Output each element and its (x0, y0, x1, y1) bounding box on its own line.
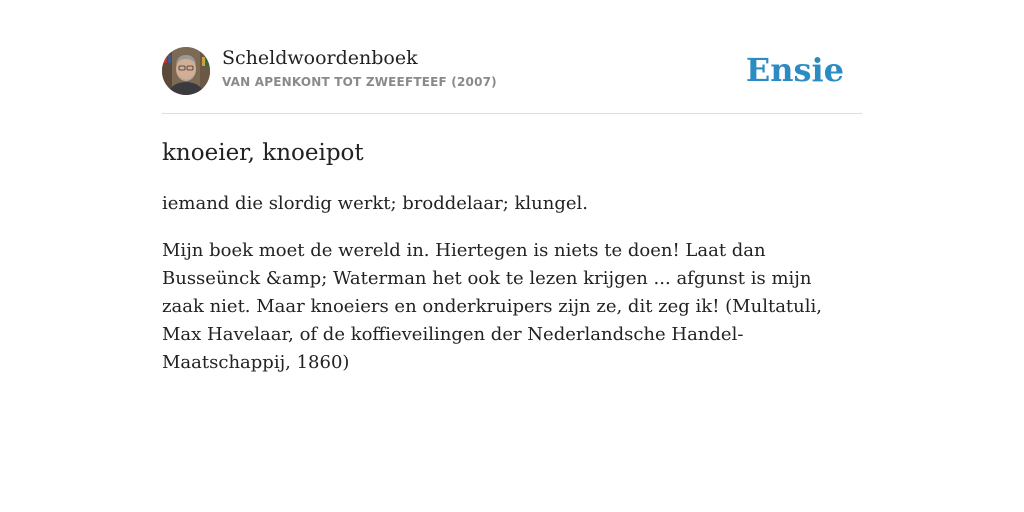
author-portrait-icon (162, 47, 210, 95)
source-title[interactable]: Scheldwoordenboek (222, 47, 418, 69)
author-avatar[interactable] (162, 47, 210, 95)
source-subtitle: VAN APENKONT TOT ZWEEFTEEF (2007) (222, 75, 497, 89)
entry-definition: iemand die slordig werkt; broddelaar; klungel. (162, 193, 589, 214)
entry-example: Mijn boek moet de wereld in. Hiertegen is niets te doen! Laat dan Busseünck &amp; Waterman het ook te lezen krijgen ... afgunst is mijn zaak niet. Maar knoeiers en onderkruipers zijn ze, dit zeg ik! (Multatuli, Max Havelaar, of de koffieveilingen der Nederlandsche Handel-Maatschappij, 1860) (162, 240, 822, 373)
header-divider (162, 113, 862, 114)
entry-term: knoeier, knoeipot (162, 140, 364, 166)
brand-logo[interactable]: Ensie (745, 51, 844, 89)
source-header (162, 46, 862, 96)
